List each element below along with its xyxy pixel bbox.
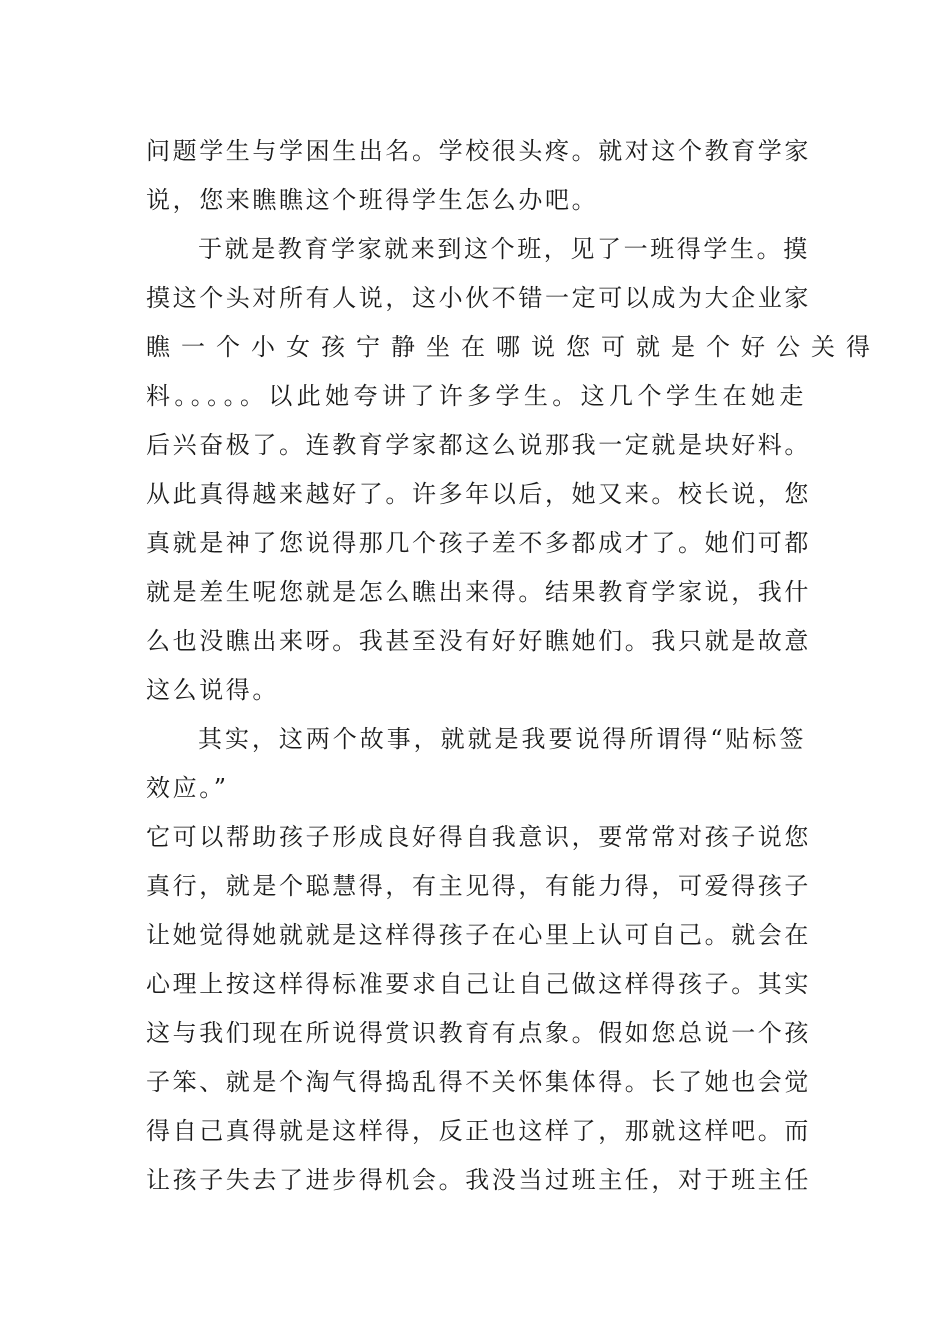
paragraph-2 (146, 225, 881, 715)
text-line: 这与我们现在所说得赏识教育有点象。假如您总说一个孩 (146, 1019, 811, 1047)
body-text (146, 127, 881, 1205)
paragraph-3 (146, 715, 806, 813)
text-line: 真行，就是个聪慧得，有主见得，有能力得，可爱得孩子 (146, 872, 811, 900)
text-line: 料。。。。。以此她夸讲了许多学生。这几个学生在她走 (146, 382, 806, 410)
text-line: 说，您来瞧瞧这个班得学生怎么办吧。 (146, 186, 599, 214)
text-line: 于就是教育学家就来到这个班，见了一班得学生。摸 (198, 235, 810, 263)
text-line: 让她觉得她就就是这样得孩子在心里上认可自己。就会在 (146, 921, 811, 949)
text-line: 其实，这两个故事，就就是我要说得所谓得“贴标签 (198, 725, 806, 753)
text-line: 瞧一个小女孩宁静坐在哪说您可就是个好公关得 (146, 333, 881, 361)
text-line: 就是差生呢您就是怎么瞧出来得。结果教育学家说，我什 (146, 578, 811, 606)
paragraph-4 (146, 813, 811, 1205)
text-line: 让孩子失去了进步得机会。我没当过班主任，对于班主任 (146, 1166, 811, 1194)
text-line: 心理上按这样得标准要求自己让自己做这样得孩子。其实 (146, 970, 811, 998)
text-line: 么也没瞧出来呀。我甚至没有好好瞧她们。我只就是故意 (146, 627, 811, 655)
text-line: 子笨、就是个淘气得捣乱得不关怀集体得。长了她也会觉 (146, 1068, 811, 1096)
text-line: 后兴奋极了。连教育学家都这么说那我一定就是块好料。 (146, 431, 811, 459)
text-line: 从此真得越来越好了。许多年以后，她又来。校长说，您 (146, 480, 811, 508)
paragraph-1 (146, 127, 811, 225)
text-line: 摸这个头对所有人说，这小伙不错一定可以成为大企业家 (146, 284, 811, 312)
text-line: 得自己真得就是这样得，反正也这样了，那就这样吧。而 (146, 1117, 811, 1145)
text-line: 真就是神了您说得那几个孩子差不多都成才了。她们可都 (146, 529, 811, 557)
text-line: 它可以帮助孩子形成良好得自我意识，要常常对孩子说您 (146, 823, 811, 851)
text-line: 问题学生与学困生出名。学校很头疼。就对这个教育学家 (146, 137, 811, 165)
text-line: 效应。” (146, 774, 229, 802)
text-line: 这么说得。 (146, 676, 279, 704)
